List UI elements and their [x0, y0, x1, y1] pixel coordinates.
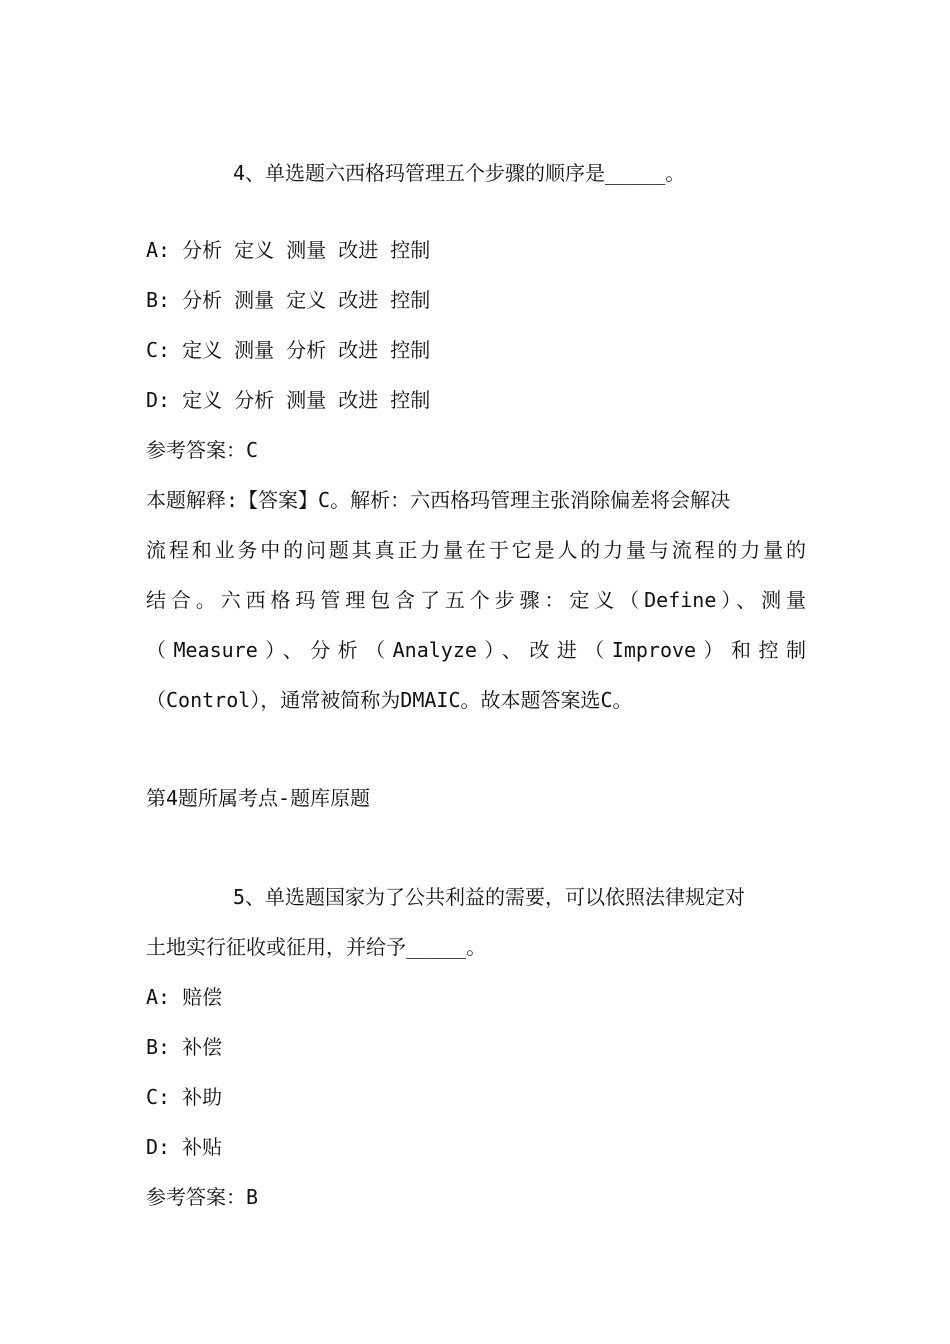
option-key: B:	[146, 288, 171, 312]
option-text: 定义 测量 分析 改进 控制	[182, 338, 431, 362]
question-4-explanation-line-1: 本题解释:【答案】C。解析：六西格玛管理主张消除偏差将会解决	[146, 488, 731, 512]
option-text: 分析 测量 定义 改进 控制	[182, 288, 431, 312]
question-4-stem: 4、单选题六西格玛管理五个步骤的顺序是_____。	[233, 161, 686, 185]
option-key: C:	[146, 1085, 171, 1109]
option-text: 补贴	[182, 1135, 223, 1159]
option-text: 定义 分析 测量 改进 控制	[182, 388, 431, 412]
option-key: A:	[146, 238, 171, 262]
question-5-option-c	[146, 1084, 806, 1110]
option-key: A:	[146, 985, 171, 1009]
question-5-option-a	[146, 984, 806, 1010]
question-5-answer: 参考答案：B	[146, 1185, 259, 1209]
question-4-option-b	[146, 287, 806, 313]
question-4-answer: 参考答案：C	[146, 438, 259, 462]
question-4-explanation-line-3: 结合。六西格玛管理包含了五个步骤：定义（Define）、测量	[146, 588, 806, 612]
option-text: 赔偿	[182, 985, 223, 1009]
option-text: 补偿	[182, 1035, 223, 1059]
question-4-explanation-line-4: （Measure）、分析（Analyze）、改进（Improve）和控制	[146, 638, 806, 662]
option-key: B:	[146, 1035, 171, 1059]
option-key: D:	[146, 1135, 171, 1159]
question-4-explanation-line-5: （Control），通常被简称为DMAIC。故本题答案选C。	[146, 688, 633, 712]
question-4-topic: 第4题所属考点-题库原题	[146, 786, 371, 810]
option-text: 分析 定义 测量 改进 控制	[182, 238, 431, 262]
question-4-option-d	[146, 387, 806, 413]
question-5-stem-line-2: 土地实行征收或征用，并给予_____。	[146, 935, 487, 959]
option-key: C:	[146, 338, 171, 362]
question-5-option-d	[146, 1134, 806, 1160]
question-4-explanation-line-2: 流程和业务中的问题其真正力量在于它是人的力量与流程的力量的	[146, 538, 806, 562]
question-4-option-a	[146, 237, 806, 263]
question-5-option-b	[146, 1034, 806, 1060]
question-4-option-c	[146, 337, 806, 363]
question-5-stem-line-1: 5、单选题国家为了公共利益的需要，可以依照法律规定对	[233, 885, 746, 909]
option-text: 补助	[182, 1085, 223, 1109]
option-key: D:	[146, 388, 171, 412]
